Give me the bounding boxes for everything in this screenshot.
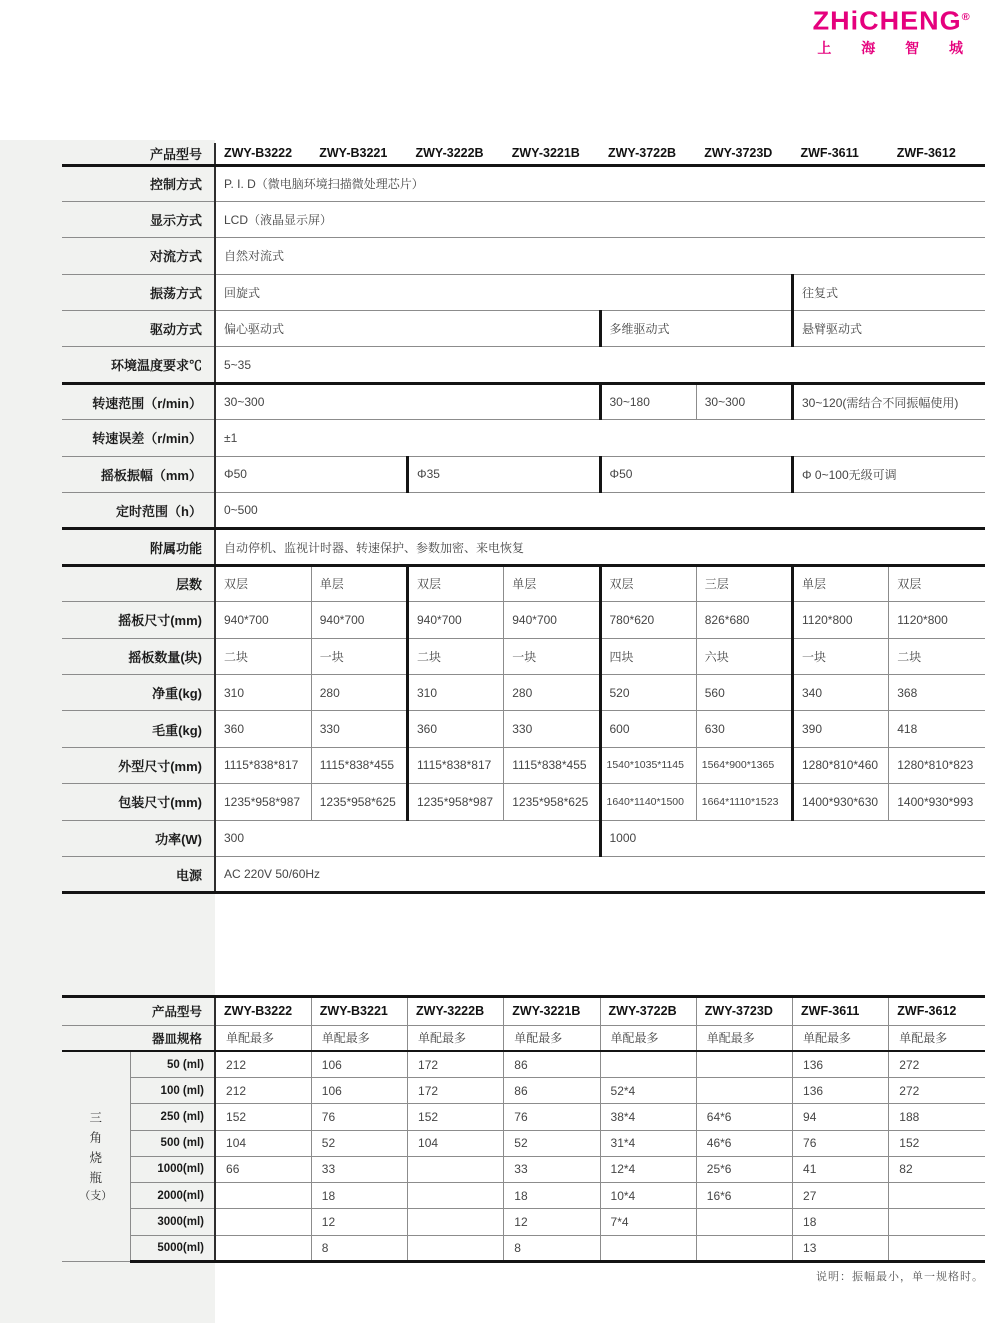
- flask-count-value: 212: [215, 1051, 311, 1077]
- flask-count-value: [889, 1235, 985, 1261]
- flask-count-value: 82: [889, 1156, 985, 1182]
- flask-count-value: [215, 1235, 311, 1261]
- flask-count-value: 136: [793, 1078, 889, 1104]
- spec-value: 940*700: [215, 602, 311, 638]
- flask-count-value: 18: [504, 1183, 600, 1209]
- flask-count-value: 25*6: [696, 1156, 792, 1182]
- flask-row: [62, 1130, 985, 1156]
- spec-row: [62, 238, 985, 274]
- model-name: ZWY-B3221: [311, 143, 407, 165]
- model-name: ZWY-3722B: [600, 998, 696, 1025]
- spec-value: 1540*1035*1145: [600, 747, 696, 783]
- spec-value: 1115*838*455: [311, 747, 407, 783]
- spec-value: 30~300: [696, 383, 792, 419]
- flask-count-value: 46*6: [696, 1130, 792, 1156]
- brand-name: ZHiCHENG: [812, 6, 962, 36]
- flask-count-value: 31*4: [600, 1130, 696, 1156]
- flask-count-value: 86: [504, 1051, 600, 1077]
- spec-value: 390: [793, 711, 889, 747]
- flask-count-value: 76: [311, 1104, 407, 1130]
- flask-count-value: 212: [215, 1078, 311, 1104]
- spec-header-label: 产品型号: [62, 143, 215, 165]
- flask-count-value: 172: [408, 1078, 504, 1104]
- flask-count-value: 12: [311, 1209, 407, 1235]
- spec-value: 560: [696, 674, 792, 710]
- model-name: ZWF-3611: [793, 143, 889, 165]
- vessel-spec-value: 单配最多: [889, 1025, 985, 1051]
- spec-row-label: 转速范围（r/min）: [62, 383, 215, 419]
- spec-value: 300: [215, 820, 600, 856]
- vessel-spec-row: [62, 1025, 985, 1051]
- registered-mark: ®: [961, 11, 971, 23]
- spec-row: [62, 674, 985, 710]
- flask-count-value: 152: [408, 1104, 504, 1130]
- spec-value: 940*700: [408, 602, 504, 638]
- spec-row: [62, 820, 985, 856]
- spec-row-label: 毛重(kg): [62, 711, 215, 747]
- spec-row: [62, 529, 985, 565]
- flask-row: [62, 1104, 985, 1130]
- spec-row: [62, 347, 985, 383]
- spec-value: 1280*810*460: [793, 747, 889, 783]
- brand-logo: [807, 8, 976, 58]
- model-name: ZWY-B3221: [311, 998, 407, 1025]
- spec-row: [62, 456, 985, 492]
- flask-count-value: [408, 1209, 504, 1235]
- flask-count-value: [215, 1183, 311, 1209]
- spec-value: 自然对流式: [215, 238, 985, 274]
- spec-value: 1120*800: [793, 602, 889, 638]
- spec-value: 1235*958*987: [215, 784, 311, 820]
- flask-count-value: 8: [504, 1235, 600, 1261]
- flask-count-value: 104: [215, 1130, 311, 1156]
- spec-row: [62, 274, 985, 310]
- spec-value: 四块: [600, 638, 696, 674]
- spec-value: Φ35: [408, 456, 601, 492]
- model-name: ZWF-3611: [793, 998, 889, 1025]
- spec-value: 1640*1140*1500: [600, 784, 696, 820]
- spec-row: [62, 856, 985, 892]
- spec-row-label: 包装尺寸(mm): [62, 784, 215, 820]
- vessel-spec-value: 单配最多: [215, 1025, 311, 1051]
- spec-row-label: 功率(W): [62, 820, 215, 856]
- spec-row-label: 对流方式: [62, 238, 215, 274]
- flask-count-value: 7*4: [600, 1209, 696, 1235]
- model-name: ZWY-3222B: [408, 998, 504, 1025]
- spec-value: 280: [504, 674, 600, 710]
- spec-value: 二块: [408, 638, 504, 674]
- flask-count-value: 33: [504, 1156, 600, 1182]
- flask-count-value: [889, 1209, 985, 1235]
- spec-value: 双层: [215, 565, 311, 601]
- flask-row: [62, 1209, 985, 1235]
- spec-value: 310: [215, 674, 311, 710]
- flask-count-value: 86: [504, 1078, 600, 1104]
- spec-value: AC 220V 50/60Hz: [215, 856, 985, 892]
- vessel-spec-value: 单配最多: [504, 1025, 600, 1051]
- flask-count-value: 18: [793, 1209, 889, 1235]
- flask-count-value: 94: [793, 1104, 889, 1130]
- flask-count-value: 13: [793, 1235, 889, 1261]
- flask-count-value: [215, 1209, 311, 1235]
- spec-value: Φ 0~100无级可调: [793, 456, 986, 492]
- spec-value: 1115*838*817: [215, 747, 311, 783]
- spec-value: 六块: [696, 638, 792, 674]
- spec-row: [62, 201, 985, 237]
- model-name: ZWF-3612: [889, 143, 985, 165]
- spec-value: 330: [504, 711, 600, 747]
- spec-value: 520: [600, 674, 696, 710]
- spec-value: 悬臂驱动式: [793, 311, 986, 347]
- spec-value: 往复式: [793, 274, 986, 310]
- model-name: ZWF-3612: [889, 998, 985, 1025]
- spec-value: LCD（液晶显示屏）: [215, 201, 985, 237]
- flask-count-value: 64*6: [696, 1104, 792, 1130]
- spec-table: [62, 143, 985, 894]
- flask-row: [62, 1156, 985, 1182]
- flask-capacity-table: [62, 995, 985, 1263]
- flask-count-value: 12*4: [600, 1156, 696, 1182]
- vessel-spec-value: 单配最多: [793, 1025, 889, 1051]
- spec-value: 1115*838*817: [408, 747, 504, 783]
- spec-value: 1120*800: [889, 602, 985, 638]
- spec-row: [62, 165, 985, 201]
- flask-size-label: 3000(ml): [130, 1209, 215, 1235]
- spec-value: 1564*900*1365: [696, 747, 792, 783]
- flask-count-value: 52: [504, 1130, 600, 1156]
- flask-size-label: 250 (ml): [130, 1104, 215, 1130]
- spec-row-label: 驱动方式: [62, 311, 215, 347]
- footnote: 说明：振幅最小，单一规格时。: [816, 1271, 984, 1283]
- vessel-spec-value: 单配最多: [311, 1025, 407, 1051]
- spec-value: 340: [793, 674, 889, 710]
- spec-row: [62, 383, 985, 419]
- flask-count-value: 152: [889, 1130, 985, 1156]
- flask-count-value: [408, 1235, 504, 1261]
- spec-value: 360: [215, 711, 311, 747]
- flask-count-value: [600, 1051, 696, 1077]
- flask-count-value: 272: [889, 1051, 985, 1077]
- spec-value: 30~300: [215, 383, 600, 419]
- spec-row: [62, 638, 985, 674]
- spec-row: [62, 602, 985, 638]
- flask-group-label: 三 角 烧 瓶 （支）: [62, 1051, 130, 1261]
- spec-row-label: 定时范围（h）: [62, 493, 215, 529]
- flask-count-value: 18: [311, 1183, 407, 1209]
- spec-value: Φ50: [600, 456, 793, 492]
- spec-value: P. I. D（微电脑环境扫描微处理芯片）: [215, 165, 985, 201]
- spec-value: 368: [889, 674, 985, 710]
- spec-row-label: 显示方式: [62, 201, 215, 237]
- spec-row-label: 振荡方式: [62, 274, 215, 310]
- spec-value: 280: [311, 674, 407, 710]
- spec-row: [62, 784, 985, 820]
- spec-value: 双层: [408, 565, 504, 601]
- spec-value: ±1: [215, 420, 985, 456]
- spec-value: 1235*958*625: [504, 784, 600, 820]
- spec-value: 双层: [600, 565, 696, 601]
- spec-value: 单层: [311, 565, 407, 601]
- flask-count-value: [600, 1235, 696, 1261]
- spec-row: [62, 493, 985, 529]
- flask-count-value: 52: [311, 1130, 407, 1156]
- flask-count-value: 52*4: [600, 1078, 696, 1104]
- model-name: ZWY-3221B: [504, 998, 600, 1025]
- spec-value: 30~180: [600, 383, 696, 419]
- flask-size-label: 50 (ml): [130, 1051, 215, 1077]
- flask-count-value: 136: [793, 1051, 889, 1077]
- flask-count-value: 172: [408, 1051, 504, 1077]
- spec-value: 回旋式: [215, 274, 793, 310]
- spec-value: 600: [600, 711, 696, 747]
- spec-row-label: 外型尺寸(mm): [62, 747, 215, 783]
- spec-value: 310: [408, 674, 504, 710]
- spec-value: 双层: [889, 565, 985, 601]
- spec-row-label: 摇板尺寸(mm): [62, 602, 215, 638]
- spec-value: 1235*958*625: [311, 784, 407, 820]
- flask-header-row: [62, 998, 985, 1025]
- brand-subtitle: 上 海 智 城: [817, 40, 976, 56]
- spec-row: [62, 565, 985, 601]
- model-name: ZWY-3722B: [600, 143, 696, 165]
- flask-row: [62, 1235, 985, 1261]
- flask-count-value: 272: [889, 1078, 985, 1104]
- flask-count-value: 38*4: [600, 1104, 696, 1130]
- flask-count-value: [696, 1209, 792, 1235]
- flask-count-value: 106: [311, 1078, 407, 1104]
- flask-size-label: 1000(ml): [130, 1156, 215, 1182]
- flask-count-value: 12: [504, 1209, 600, 1235]
- flask-row: [62, 1051, 985, 1077]
- vessel-spec-label: 器皿规格: [62, 1025, 215, 1051]
- spec-value: 780*620: [600, 602, 696, 638]
- spec-value: 5~35: [215, 347, 985, 383]
- spec-value: 二块: [215, 638, 311, 674]
- spec-value: 1664*1110*1523: [696, 784, 792, 820]
- model-name: ZWY-B3222: [215, 143, 311, 165]
- spec-row: [62, 747, 985, 783]
- spec-row: [62, 420, 985, 456]
- model-name: ZWY-3222B: [408, 143, 504, 165]
- spec-value: 940*700: [504, 602, 600, 638]
- spec-value: 1400*930*993: [889, 784, 985, 820]
- spec-row: [62, 711, 985, 747]
- flask-count-value: 76: [793, 1130, 889, 1156]
- spec-row-label: 电源: [62, 856, 215, 892]
- flask-row: [62, 1183, 985, 1209]
- flask-count-value: [408, 1183, 504, 1209]
- spec-value: 三层: [696, 565, 792, 601]
- spec-value: 1280*810*823: [889, 747, 985, 783]
- spec-row-label: 摇板数量(块): [62, 638, 215, 674]
- spec-value: 偏心驱动式: [215, 311, 600, 347]
- spec-value: 二块: [889, 638, 985, 674]
- flask-count-value: 104: [408, 1130, 504, 1156]
- spec-value: 单层: [793, 565, 889, 601]
- model-name: ZWY-3723D: [696, 143, 792, 165]
- model-name: ZWY-3221B: [504, 143, 600, 165]
- flask-count-value: [696, 1051, 792, 1077]
- spec-value: 826*680: [696, 602, 792, 638]
- flask-size-label: 5000(ml): [130, 1235, 215, 1261]
- spec-value: 1115*838*455: [504, 747, 600, 783]
- flask-count-value: 76: [504, 1104, 600, 1130]
- flask-count-value: [696, 1078, 792, 1104]
- spec-row-label: 层数: [62, 565, 215, 601]
- flask-count-value: [696, 1235, 792, 1261]
- spec-row-label: 控制方式: [62, 165, 215, 201]
- flask-count-value: [408, 1156, 504, 1182]
- flask-count-value: 188: [889, 1104, 985, 1130]
- vessel-spec-value: 单配最多: [408, 1025, 504, 1051]
- flask-size-label: 500 (ml): [130, 1130, 215, 1156]
- spec-value: 单层: [504, 565, 600, 601]
- spec-row-label: 净重(kg): [62, 674, 215, 710]
- flask-header-label: 产品型号: [62, 998, 215, 1025]
- spec-value: 418: [889, 711, 985, 747]
- flask-size-label: 100 (ml): [130, 1078, 215, 1104]
- flask-count-value: 33: [311, 1156, 407, 1182]
- flask-count-value: 8: [311, 1235, 407, 1261]
- spec-value: 一块: [793, 638, 889, 674]
- flask-count-value: 10*4: [600, 1183, 696, 1209]
- spec-value: 多维驱动式: [600, 311, 793, 347]
- flask-count-value: 27: [793, 1183, 889, 1209]
- spec-value: 30~120(需结合不同振幅使用): [793, 383, 986, 419]
- spec-value: 1400*930*630: [793, 784, 889, 820]
- brand-wordmark: [807, 6, 976, 36]
- flask-count-value: 106: [311, 1051, 407, 1077]
- spec-row-label: 环境温度要求℃: [62, 347, 215, 383]
- spec-value: 一块: [504, 638, 600, 674]
- spec-header-row: [62, 143, 985, 165]
- vessel-spec-value: 单配最多: [696, 1025, 792, 1051]
- spec-value: 360: [408, 711, 504, 747]
- spec-value: Φ50: [215, 456, 408, 492]
- vessel-spec-value: 单配最多: [600, 1025, 696, 1051]
- flask-count-value: 66: [215, 1156, 311, 1182]
- spec-value: 0~500: [215, 493, 985, 529]
- spec-row-label: 附属功能: [62, 529, 215, 565]
- spec-value: 一块: [311, 638, 407, 674]
- flask-count-value: 152: [215, 1104, 311, 1130]
- spec-value: 330: [311, 711, 407, 747]
- spec-value: 1235*958*987: [408, 784, 504, 820]
- flask-row: [62, 1078, 985, 1104]
- model-name: ZWY-B3222: [215, 998, 311, 1025]
- flask-count-value: [889, 1183, 985, 1209]
- flask-count-value: 41: [793, 1156, 889, 1182]
- spec-row-label: 摇板振幅（mm）: [62, 456, 215, 492]
- spec-value: 自动停机、监视计时器、转速保护、参数加密、来电恢复: [215, 529, 985, 565]
- spec-row: [62, 311, 985, 347]
- flask-size-label: 2000(ml): [130, 1183, 215, 1209]
- flask-count-value: 16*6: [696, 1183, 792, 1209]
- model-name: ZWY-3723D: [696, 998, 792, 1025]
- spec-row-label: 转速误差（r/min）: [62, 420, 215, 456]
- spec-value: 1000: [600, 820, 985, 856]
- spec-value: 630: [696, 711, 792, 747]
- spec-value: 940*700: [311, 602, 407, 638]
